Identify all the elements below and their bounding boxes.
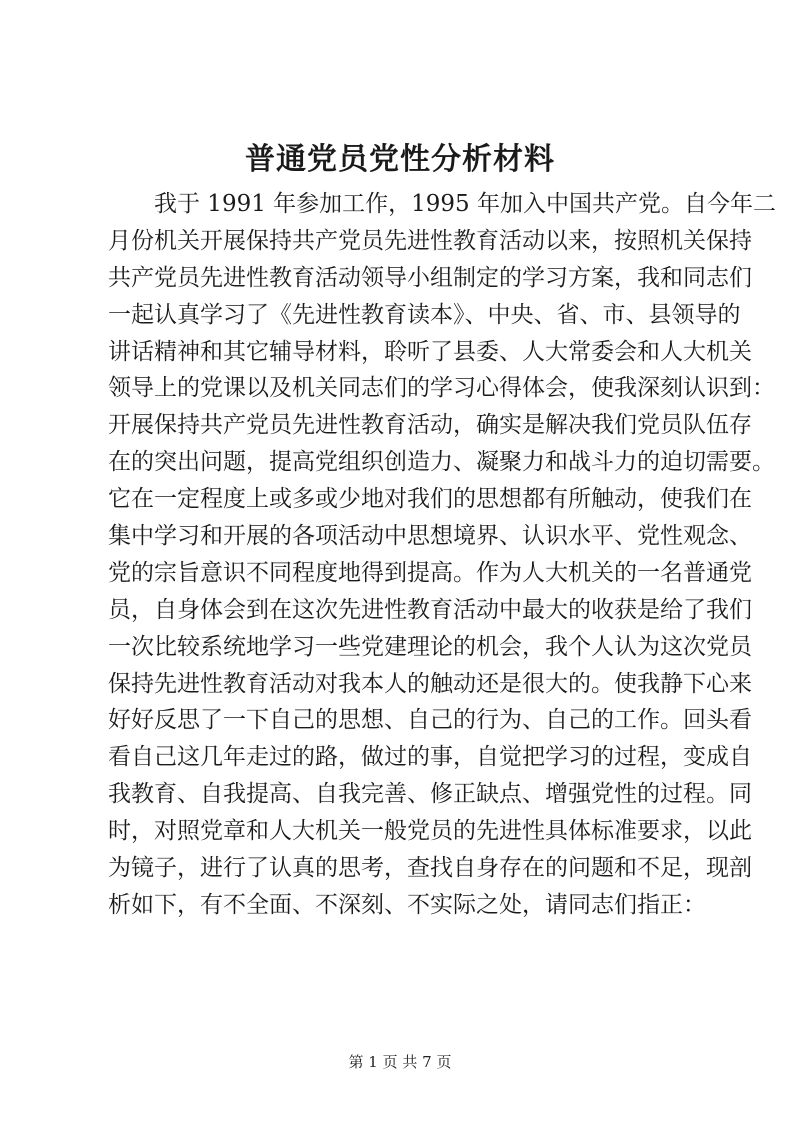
body-line: 我于 1991 年参加工作，1995 年加入中国共产党。自今年二 — [154, 191, 776, 217]
body-line: 它在一定程度上或多或少地对我们的思想都有所触动，使我们在 — [108, 486, 752, 513]
body-line: 党的宗旨意识不同程度地得到提高。作为人大机关的一名普通党 — [108, 559, 752, 586]
body-line: 好好反思了一下自己的思想、自己的行为、自己的工作。回头看 — [108, 707, 752, 734]
body-line: 一起认真学习了《先进性教育读本》、中央、省、市、县领导的 — [108, 301, 741, 328]
page-footer: 第 1 页 共 7 页 — [348, 1053, 452, 1071]
body-line: 一次比较系统地学习一些党建理论的机会，我个人认为这次党员 — [108, 633, 752, 660]
document-title: 普通党员党性分析材料 — [245, 142, 555, 177]
body-line: 员，自身体会到在这次先进性教育活动中最大的收获是给了我们 — [108, 596, 752, 623]
body-line: 保持先进性教育活动对我本人的触动还是很大的。使我静下心来 — [108, 670, 752, 697]
body-line: 月份机关开展保持共产党员先进性教育活动以来，按照机关保持 — [108, 227, 752, 254]
body-line: 开展保持共产党员先进性教育活动，确实是解决我们党员队伍存 — [108, 412, 752, 439]
body-line: 时，对照党章和人大机关一般党员的先进性具体标准要求，以此 — [108, 818, 752, 845]
body-line: 讲话精神和其它辅导材料，聆听了县委、人大常委会和人大机关 — [108, 338, 752, 365]
body-line: 领导上的党课以及机关同志们的学习心得体会，使我深刻认识到： — [108, 375, 775, 402]
body-line: 我教育、自我提高、自我完善、修正缺点、增强党性的过程。同 — [108, 781, 752, 808]
body-line: 共产党员先进性教育活动领导小组制定的学习方案，我和同志们 — [108, 264, 752, 291]
body-line: 看自己这几年走过的路，做过的事，自觉把学习的过程，变成自 — [108, 744, 752, 771]
body-line: 在的突出问题，提高党组织创造力、凝聚力和战斗力的迫切需要。 — [108, 449, 775, 476]
body-line: 集中学习和开展的各项活动中思想境界、认识水平、党性观念、 — [108, 523, 752, 550]
document-body — [108, 186, 776, 924]
body-line: 析如下，有不全面、不深刻、不实际之处，请同志们指正： — [108, 891, 706, 918]
body-line: 为镜子，进行了认真的思考，查找自身存在的问题和不足，现剖 — [108, 855, 752, 882]
